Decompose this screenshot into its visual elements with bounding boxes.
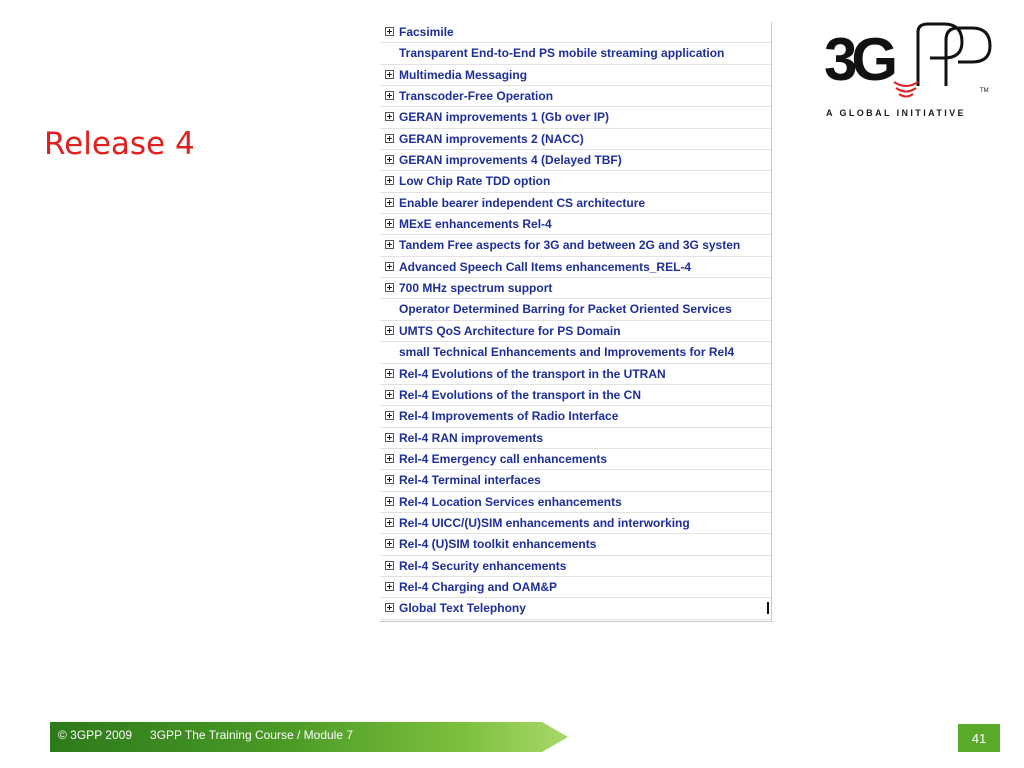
expand-plus-icon[interactable] <box>385 390 394 399</box>
list-item[interactable] <box>380 107 771 128</box>
list-item[interactable] <box>380 193 771 214</box>
expand-plus-icon[interactable] <box>385 283 394 292</box>
expand-plus-icon[interactable] <box>385 326 394 335</box>
list-item-label: GERAN improvements 2 (NACC) <box>399 131 584 146</box>
expand-plus-icon[interactable] <box>385 176 394 185</box>
list-item-label: Rel-4 Charging and OAM&P <box>399 579 558 594</box>
list-item-label: Rel-4 Emergency call enhancements <box>399 451 608 466</box>
expand-plus-icon[interactable] <box>385 518 394 527</box>
list-item-label: Rel-4 Evolutions of the transport in the CN <box>399 387 642 402</box>
footer-course: 3GPP The Training Course / Module 7 <box>150 728 354 742</box>
3gpp-logo <box>822 18 1000 122</box>
list-item[interactable] <box>380 492 771 513</box>
list-item-label: Operator Determined Barring for Packet Oriented Services <box>399 302 732 317</box>
expand-plus-icon[interactable] <box>385 475 394 484</box>
page-number: 41 <box>971 731 987 746</box>
list-item[interactable] <box>380 43 771 64</box>
list-item[interactable] <box>380 428 771 449</box>
list-item-label: Low Chip Rate TDD option <box>399 174 551 189</box>
list-item-label: Rel-4 Improvements of Radio Interface <box>399 409 619 424</box>
list-item[interactable] <box>380 257 771 278</box>
list-item-label: Rel-4 Terminal interfaces <box>399 473 541 488</box>
trademark-label: TM <box>980 88 989 94</box>
list-item[interactable] <box>380 577 771 598</box>
list-item[interactable] <box>380 321 771 342</box>
list-item-label: UMTS QoS Architecture for PS Domain <box>399 323 621 338</box>
list-item[interactable] <box>380 598 771 619</box>
list-item[interactable] <box>380 235 771 256</box>
list-item[interactable] <box>380 513 771 534</box>
list-item[interactable] <box>380 150 771 171</box>
list-item[interactable] <box>380 470 771 491</box>
expand-plus-icon[interactable] <box>385 155 394 164</box>
expand-plus-icon[interactable] <box>385 497 394 506</box>
footer-copyright: © 3GPP 2009 <box>58 728 133 742</box>
list-item-label: 700 MHz spectrum support <box>399 281 553 296</box>
expand-plus-icon[interactable] <box>385 134 394 143</box>
list-item-label: Global Text Telephony <box>399 601 526 616</box>
expand-plus-icon[interactable] <box>385 539 394 548</box>
list-item-label: Multimedia Messaging <box>399 67 528 82</box>
list-item-label: Tandem Free aspects for 3G and between 2G and 3G systen <box>399 238 741 253</box>
list-item[interactable] <box>380 171 771 192</box>
list-item-label: Transcoder-Free Operation <box>399 89 554 104</box>
list-item[interactable] <box>380 278 771 299</box>
logo-tagline: A GLOBAL INITIATIVE <box>826 108 966 118</box>
3gpp-logo-icon <box>822 18 1000 100</box>
expand-plus-icon[interactable] <box>385 70 394 79</box>
list-item[interactable] <box>380 534 771 555</box>
expand-plus-icon[interactable] <box>385 240 394 249</box>
list-item[interactable] <box>380 556 771 577</box>
expand-plus-icon[interactable] <box>385 262 394 271</box>
expand-plus-icon[interactable] <box>385 198 394 207</box>
row-marker <box>767 602 769 614</box>
list-item-label: Advanced Speech Call Items enhancements_REL-4 <box>399 259 692 274</box>
page-number-box <box>958 724 1000 752</box>
expand-plus-icon[interactable] <box>385 112 394 121</box>
list-item[interactable] <box>380 342 771 363</box>
expand-plus-icon[interactable] <box>385 411 394 420</box>
list-item-label: Transparent End-to-End PS mobile streaming application <box>399 46 725 61</box>
list-item-label: Facsimile <box>399 25 454 39</box>
expand-plus-icon[interactable] <box>385 603 394 612</box>
list-item[interactable] <box>380 364 771 385</box>
list-item[interactable] <box>380 385 771 406</box>
list-item[interactable] <box>380 86 771 107</box>
expand-plus-icon[interactable] <box>385 219 394 228</box>
expand-plus-icon[interactable] <box>385 369 394 378</box>
list-item-label: Rel-4 Location Services enhancements <box>399 494 622 509</box>
expand-plus-icon[interactable] <box>385 91 394 100</box>
expand-plus-icon[interactable] <box>385 27 394 36</box>
expand-plus-icon[interactable] <box>385 433 394 442</box>
list-item-label: small Technical Enhancements and Improvements for Rel4 <box>399 345 735 360</box>
list-item-label: Rel-4 UICC/(U)SIM enhancements and interworking <box>399 515 690 530</box>
list-item[interactable] <box>380 299 771 320</box>
list-item[interactable] <box>380 65 771 86</box>
list-item-label: Rel-4 (U)SIM toolkit enhancements <box>399 537 597 552</box>
list-item[interactable] <box>380 449 771 470</box>
slide-title: Release 4 <box>44 126 195 162</box>
list-item[interactable] <box>380 406 771 427</box>
list-item-label: Rel-4 Evolutions of the transport in the UTRAN <box>399 366 666 381</box>
list-item-label: MExE enhancements Rel-4 <box>399 217 552 232</box>
list-item[interactable] <box>380 22 771 43</box>
expand-plus-icon[interactable] <box>385 454 394 463</box>
expand-plus-icon[interactable] <box>385 561 394 570</box>
list-item-label: GERAN improvements 4 (Delayed TBF) <box>399 153 622 168</box>
expand-plus-icon[interactable] <box>385 582 394 591</box>
list-item-label: GERAN improvements 1 (Gb over IP) <box>399 110 610 125</box>
footer-text <box>58 728 353 742</box>
list-item-label: Rel-4 Security enhancements <box>399 558 567 573</box>
list-item-label: Enable bearer independent CS architecture <box>399 195 646 210</box>
work-item-list <box>380 22 772 622</box>
svg-text:3G: 3G <box>824 26 893 93</box>
list-item-label: Rel-4 RAN improvements <box>399 430 544 445</box>
list-item[interactable] <box>380 129 771 150</box>
list-item[interactable] <box>380 214 771 235</box>
